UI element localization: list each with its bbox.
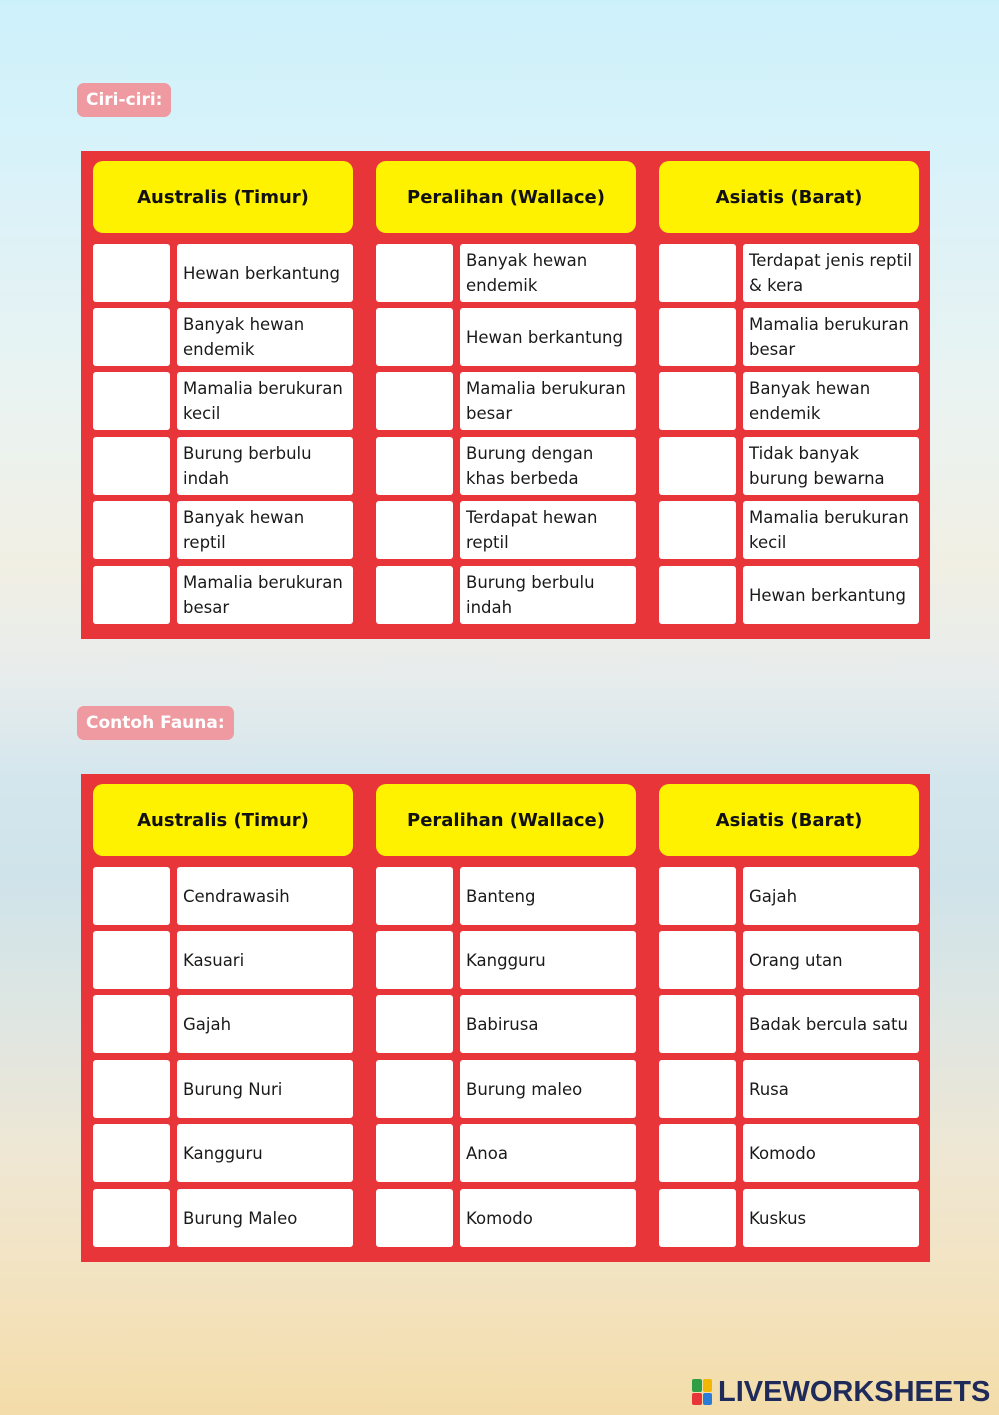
item-label[interactable]: Mamalia berukuran besar xyxy=(743,308,919,366)
list-item xyxy=(93,931,353,989)
column-header: Asiatis (Barat) xyxy=(659,784,919,856)
item-label[interactable]: Hewan berkantung xyxy=(743,566,919,624)
item-label[interactable]: Komodo xyxy=(460,1189,636,1247)
item-label[interactable]: Gajah xyxy=(177,995,353,1053)
answer-drop-box[interactable] xyxy=(376,566,453,624)
list-item xyxy=(93,437,353,495)
list-item xyxy=(93,501,353,559)
item-label[interactable]: Burung berbulu indah xyxy=(460,566,636,624)
item-label[interactable]: Burung berbulu indah xyxy=(177,437,353,495)
section-label-contoh-fauna: Contoh Fauna: xyxy=(77,706,234,740)
liveworksheets-logo-icon xyxy=(692,1379,712,1405)
item-label[interactable]: Banyak hewan endemik xyxy=(177,308,353,366)
answer-drop-box[interactable] xyxy=(93,1124,170,1182)
item-label[interactable]: Mamalia berukuran besar xyxy=(460,372,636,430)
list-item xyxy=(659,1189,919,1247)
list-item xyxy=(93,1124,353,1182)
item-label[interactable]: Banyak hewan endemik xyxy=(460,244,636,302)
answer-drop-box[interactable] xyxy=(376,1189,453,1247)
answer-drop-box[interactable] xyxy=(659,931,736,989)
item-label[interactable]: Burung Nuri xyxy=(177,1060,353,1118)
answer-drop-box[interactable] xyxy=(376,867,453,925)
item-label[interactable]: Hewan berkantung xyxy=(460,308,636,366)
list-item xyxy=(376,566,636,624)
list-item xyxy=(376,501,636,559)
list-item xyxy=(659,372,919,430)
matching-board-ciri-ciri xyxy=(81,151,930,639)
item-label[interactable]: Cendrawasih xyxy=(177,867,353,925)
item-label[interactable]: Banteng xyxy=(460,867,636,925)
item-label[interactable]: Komodo xyxy=(743,1124,919,1182)
column-australis xyxy=(93,784,353,1228)
answer-drop-box[interactable] xyxy=(659,372,736,430)
list-item xyxy=(376,931,636,989)
answer-drop-box[interactable] xyxy=(659,1060,736,1118)
item-label[interactable]: Anoa xyxy=(460,1124,636,1182)
answer-drop-box[interactable] xyxy=(376,501,453,559)
list-item xyxy=(659,1060,919,1118)
answer-drop-box[interactable] xyxy=(376,372,453,430)
list-item xyxy=(376,1189,636,1247)
item-label[interactable]: Terdapat hewan reptil xyxy=(460,501,636,559)
answer-drop-box[interactable] xyxy=(93,308,170,366)
item-label[interactable]: Rusa xyxy=(743,1060,919,1118)
list-item xyxy=(659,308,919,366)
answer-drop-box[interactable] xyxy=(376,995,453,1053)
list-item xyxy=(659,995,919,1053)
answer-drop-box[interactable] xyxy=(93,995,170,1053)
list-item xyxy=(376,244,636,302)
liveworksheets-brand xyxy=(692,1372,990,1412)
item-label[interactable]: Babirusa xyxy=(460,995,636,1053)
item-label[interactable]: Hewan berkantung xyxy=(177,244,353,302)
list-item xyxy=(659,566,919,624)
answer-drop-box[interactable] xyxy=(93,867,170,925)
answer-drop-box[interactable] xyxy=(659,244,736,302)
item-label[interactable]: Kuskus xyxy=(743,1189,919,1247)
list-item xyxy=(376,1124,636,1182)
item-label[interactable]: Banyak hewan endemik xyxy=(743,372,919,430)
list-item xyxy=(376,995,636,1053)
list-item xyxy=(93,372,353,430)
answer-drop-box[interactable] xyxy=(659,566,736,624)
list-item xyxy=(93,566,353,624)
answer-drop-box[interactable] xyxy=(376,931,453,989)
item-label[interactable]: Burung Maleo xyxy=(177,1189,353,1247)
answer-drop-box[interactable] xyxy=(93,1060,170,1118)
column-asiatis xyxy=(659,784,919,1228)
list-item xyxy=(93,1060,353,1118)
list-item xyxy=(659,437,919,495)
item-label[interactable]: Banyak hewan reptil xyxy=(177,501,353,559)
answer-drop-box[interactable] xyxy=(376,1124,453,1182)
column-header: Australis (Timur) xyxy=(93,784,353,856)
answer-drop-box[interactable] xyxy=(376,244,453,302)
answer-drop-box[interactable] xyxy=(93,501,170,559)
item-label[interactable]: Burung maleo xyxy=(460,1060,636,1118)
list-item xyxy=(93,995,353,1053)
answer-drop-box[interactable] xyxy=(376,437,453,495)
answer-drop-box[interactable] xyxy=(659,995,736,1053)
answer-drop-box[interactable] xyxy=(659,867,736,925)
brand-name: LIVEWORKSHEETS xyxy=(718,1375,991,1408)
list-item xyxy=(659,867,919,925)
item-label[interactable]: Badak bercula satu xyxy=(743,995,919,1053)
column-australis xyxy=(93,161,353,617)
item-label[interactable]: Kangguru xyxy=(177,1124,353,1182)
list-item xyxy=(376,1060,636,1118)
list-item xyxy=(376,867,636,925)
answer-drop-box[interactable] xyxy=(93,931,170,989)
answer-drop-box[interactable] xyxy=(93,566,170,624)
item-label[interactable]: Burung dengan khas berbeda xyxy=(460,437,636,495)
list-item xyxy=(376,437,636,495)
list-item xyxy=(93,867,353,925)
answer-drop-box[interactable] xyxy=(659,1124,736,1182)
list-item xyxy=(93,308,353,366)
column-asiatis xyxy=(659,161,919,605)
answer-drop-box[interactable] xyxy=(376,308,453,366)
item-label[interactable]: Tidak banyak burung bewarna xyxy=(743,437,919,495)
list-item xyxy=(659,1124,919,1182)
list-item xyxy=(659,244,919,302)
answer-drop-box[interactable] xyxy=(659,308,736,366)
list-item xyxy=(376,308,636,366)
item-label[interactable]: Kangguru xyxy=(460,931,636,989)
list-item xyxy=(93,1189,353,1247)
item-label[interactable]: Mamalia berukuran besar xyxy=(177,566,353,624)
column-header: Peralihan (Wallace) xyxy=(376,161,636,233)
answer-drop-box[interactable] xyxy=(659,437,736,495)
item-label[interactable]: Mamalia berukuran kecil xyxy=(743,501,919,559)
item-label[interactable]: Gajah xyxy=(743,867,919,925)
matching-board-contoh-fauna xyxy=(81,774,930,1262)
column-header: Australis (Timur) xyxy=(93,161,353,233)
section-label-ciri-ciri: Ciri-ciri: xyxy=(77,83,171,117)
item-label[interactable]: Mamalia berukuran kecil xyxy=(177,372,353,430)
answer-drop-box[interactable] xyxy=(93,244,170,302)
item-label[interactable]: Terdapat jenis reptil & kera xyxy=(743,244,919,302)
column-header: Asiatis (Barat) xyxy=(659,161,919,233)
list-item xyxy=(93,244,353,302)
column-header: Peralihan (Wallace) xyxy=(376,784,636,856)
column-peralihan xyxy=(376,161,636,617)
item-label[interactable]: Orang utan xyxy=(743,931,919,989)
answer-drop-box[interactable] xyxy=(93,372,170,430)
answer-drop-box[interactable] xyxy=(659,1189,736,1247)
list-item xyxy=(659,501,919,559)
list-item xyxy=(659,931,919,989)
answer-drop-box[interactable] xyxy=(659,501,736,559)
list-item xyxy=(376,372,636,430)
item-label[interactable]: Kasuari xyxy=(177,931,353,989)
answer-drop-box[interactable] xyxy=(93,437,170,495)
answer-drop-box[interactable] xyxy=(93,1189,170,1247)
column-peralihan xyxy=(376,784,636,1228)
answer-drop-box[interactable] xyxy=(376,1060,453,1118)
